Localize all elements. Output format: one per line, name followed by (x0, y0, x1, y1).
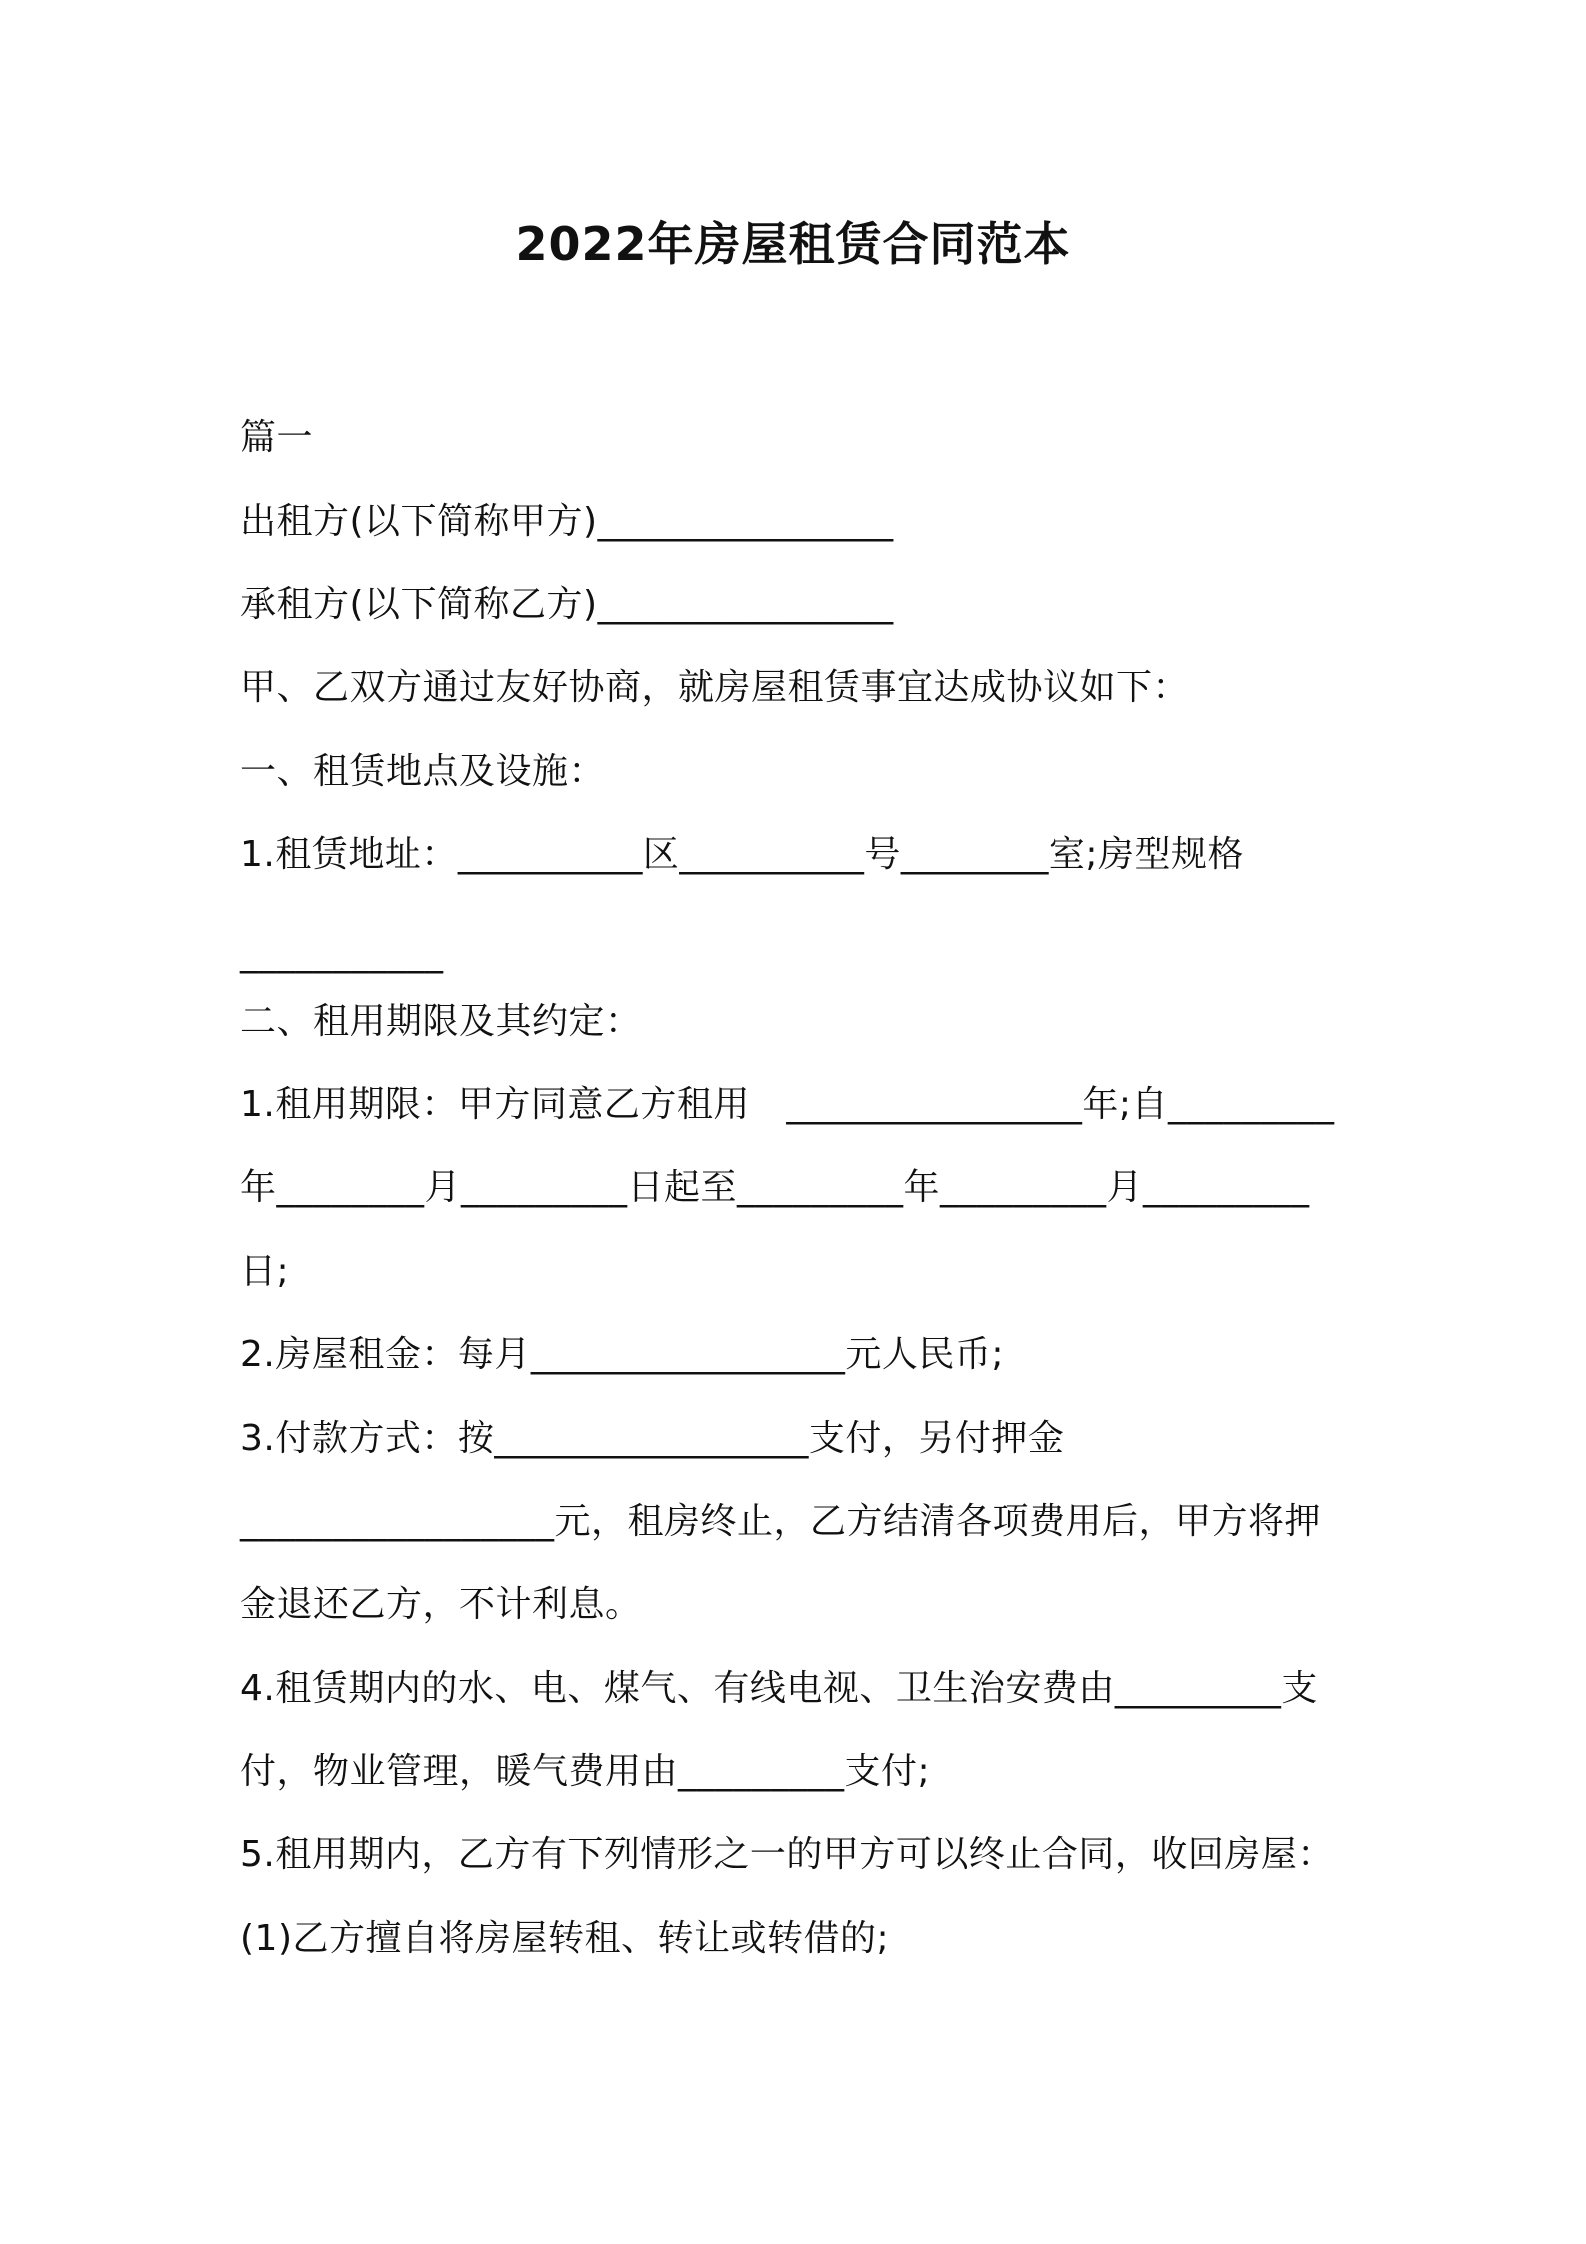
clause-term-dates-line: 年________月_________日起至_________年_________月_________ (240, 1167, 1310, 1208)
clause-utilities-line: 4.租赁期内的水、电、煤气、有线电视、卫生治安费由_________支 (240, 1668, 1318, 1709)
clause-term-dates-end: 日; (240, 1251, 290, 1292)
lessor-line: 出租方(以下简称甲方)________________ (240, 501, 894, 542)
clause-term-line: 1.租用期限：甲方同意乙方租用 ________________年;自_________ (240, 1084, 1335, 1125)
clause-address-continuation: ___________ (240, 933, 444, 974)
clause-address-line: 1.租赁地址：__________区__________号________室;房型规格 (240, 834, 1244, 875)
document-title: 2022年房屋租赁合同范本 (515, 217, 1071, 271)
agreement-intro-line: 甲、乙双方通过友好协商，就房屋租赁事宜达成协议如下： (240, 667, 1190, 708)
lessee-line: 承租方(以下简称乙方)________________ (240, 584, 894, 625)
section-heading-part-one: 篇一 (240, 417, 314, 458)
clause-heading-location: 一、租赁地点及设施： (240, 751, 606, 792)
clause-deposit-line: _________________元，租房终止，乙方结清各项费用后，甲方将押 (240, 1501, 1322, 1542)
clause-heading-term: 二、租用期限及其约定： (240, 1001, 642, 1042)
clause-payment-line: 3.付款方式：按_________________支付，另付押金 (240, 1418, 1065, 1459)
clause-termination-item-1: (1)乙方擅自将房屋转租、转让或转借的; (240, 1918, 890, 1959)
clause-rent-line: 2.房屋租金：每月_________________元人民币; (240, 1334, 1004, 1375)
clause-deposit-refund-line: 金退还乙方，不计利息。 (240, 1584, 642, 1625)
clause-termination-line: 5.租用期内，乙方有下列情形之一的甲方可以终止合同，收回房屋： (240, 1834, 1334, 1875)
clause-utilities-continuation: 付，物业管理，暖气费用由_________支付; (240, 1751, 931, 1792)
